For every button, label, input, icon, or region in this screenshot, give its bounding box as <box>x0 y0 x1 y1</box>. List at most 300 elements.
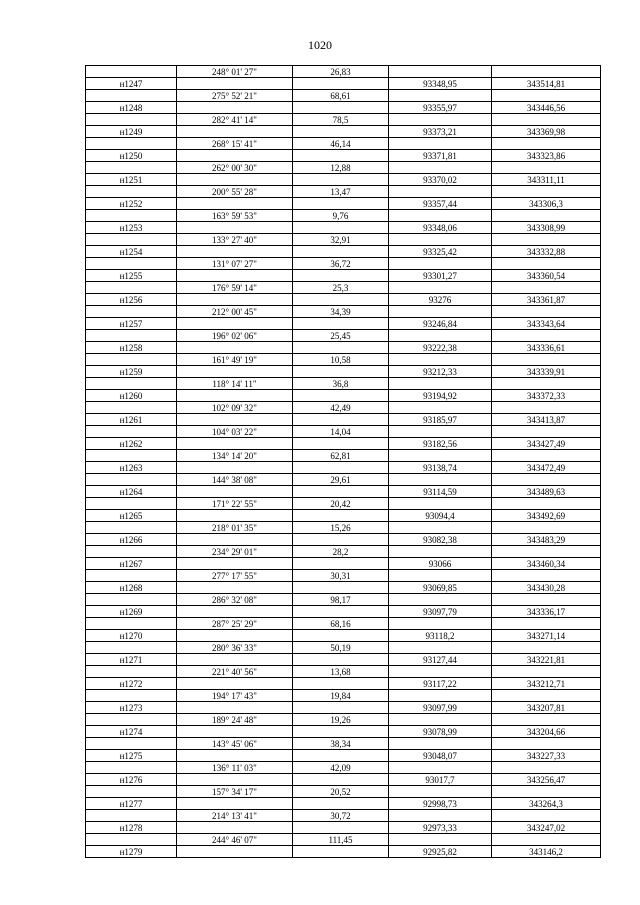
y-coordinate-cell: 343336,17 <box>492 606 601 618</box>
bearing-cell <box>177 702 293 714</box>
table-row <box>86 138 601 150</box>
y-coordinate-cell <box>492 618 601 630</box>
table-row <box>86 90 601 102</box>
x-coordinate-cell: 92998,73 <box>389 798 492 810</box>
y-coordinate-cell: 343446,56 <box>492 102 601 114</box>
x-coordinate-cell <box>389 546 492 558</box>
distance-cell <box>293 726 389 738</box>
distance-cell: 28,2 <box>293 546 389 558</box>
bearing-cell: 134° 14' 20" <box>177 450 293 462</box>
x-coordinate-cell <box>389 594 492 606</box>
table-row <box>86 690 601 702</box>
table-row <box>86 222 601 234</box>
point-name-cell: н1268 <box>86 582 177 594</box>
bearing-cell <box>177 318 293 330</box>
x-coordinate-cell <box>389 90 492 102</box>
distance-cell: 42,09 <box>293 762 389 774</box>
distance-cell <box>293 846 389 858</box>
distance-cell: 42,49 <box>293 402 389 414</box>
point-name-cell: н1277 <box>86 798 177 810</box>
table-row <box>86 198 601 210</box>
x-coordinate-cell <box>389 810 492 822</box>
x-coordinate-cell <box>389 138 492 150</box>
point-name-cell <box>86 90 177 102</box>
distance-cell: 62,81 <box>293 450 389 462</box>
bearing-cell: 136° 11' 03" <box>177 762 293 774</box>
distance-cell <box>293 174 389 186</box>
x-coordinate-cell <box>389 426 492 438</box>
table-row <box>86 510 601 522</box>
bearing-cell: 189° 24' 48" <box>177 714 293 726</box>
point-name-cell <box>86 402 177 414</box>
x-coordinate-cell: 93348,95 <box>389 78 492 90</box>
y-coordinate-cell <box>492 234 601 246</box>
point-name-cell: н1252 <box>86 198 177 210</box>
bearing-cell <box>177 582 293 594</box>
point-name-cell: н1251 <box>86 174 177 186</box>
distance-cell <box>293 102 389 114</box>
point-name-cell: н1267 <box>86 558 177 570</box>
x-coordinate-cell: 93301,27 <box>389 270 492 282</box>
distance-cell <box>293 342 389 354</box>
table-row <box>86 102 601 114</box>
point-name-cell <box>86 714 177 726</box>
point-name-cell <box>86 114 177 126</box>
bearing-cell <box>177 846 293 858</box>
point-name-cell <box>86 258 177 270</box>
point-name-cell: н1262 <box>86 438 177 450</box>
distance-cell <box>293 414 389 426</box>
bearing-cell: 133° 27' 40" <box>177 234 293 246</box>
x-coordinate-cell: 93117,22 <box>389 678 492 690</box>
y-coordinate-cell: 343323,86 <box>492 150 601 162</box>
distance-cell <box>293 198 389 210</box>
x-coordinate-cell: 93348,06 <box>389 222 492 234</box>
bearing-cell: 282° 41' 14" <box>177 114 293 126</box>
x-coordinate-cell: 93082,38 <box>389 534 492 546</box>
y-coordinate-cell: 343207,81 <box>492 702 601 714</box>
table-row <box>86 114 601 126</box>
y-coordinate-cell: 343311,11 <box>492 174 601 186</box>
point-name-cell <box>86 570 177 582</box>
y-coordinate-cell: 343413,87 <box>492 414 601 426</box>
point-name-cell: н1276 <box>86 774 177 786</box>
table-row <box>86 342 601 354</box>
y-coordinate-cell <box>492 522 601 534</box>
table-row <box>86 666 601 678</box>
distance-cell: 20,52 <box>293 786 389 798</box>
table-row <box>86 714 601 726</box>
point-name-cell: н1260 <box>86 390 177 402</box>
point-name-cell <box>86 618 177 630</box>
table-row <box>86 414 601 426</box>
table-row <box>86 354 601 366</box>
y-coordinate-cell <box>492 474 601 486</box>
table-row <box>86 162 601 174</box>
bearing-cell <box>177 150 293 162</box>
point-name-cell: н1257 <box>86 318 177 330</box>
bearing-cell: 196° 02' 06" <box>177 330 293 342</box>
distance-cell: 29,61 <box>293 474 389 486</box>
x-coordinate-cell: 92925,82 <box>389 846 492 858</box>
point-name-cell: н1265 <box>86 510 177 522</box>
bearing-cell <box>177 510 293 522</box>
distance-cell <box>293 150 389 162</box>
x-coordinate-cell <box>389 690 492 702</box>
x-coordinate-cell <box>389 834 492 846</box>
table-row <box>86 738 601 750</box>
bearing-cell <box>177 294 293 306</box>
distance-cell <box>293 462 389 474</box>
table-row <box>86 846 601 858</box>
point-name-cell: н1271 <box>86 654 177 666</box>
table-row <box>86 390 601 402</box>
bearing-cell <box>177 198 293 210</box>
table-row <box>86 810 601 822</box>
y-coordinate-cell: 343430,28 <box>492 582 601 594</box>
bearing-cell <box>177 366 293 378</box>
bearing-cell: 194° 17' 43" <box>177 690 293 702</box>
x-coordinate-cell: 93094,4 <box>389 510 492 522</box>
distance-cell <box>293 702 389 714</box>
table-row <box>86 210 601 222</box>
y-coordinate-cell <box>492 450 601 462</box>
bearing-cell <box>177 798 293 810</box>
y-coordinate-cell: 343514,81 <box>492 78 601 90</box>
x-coordinate-cell <box>389 498 492 510</box>
y-coordinate-cell <box>492 330 601 342</box>
table-row <box>86 786 601 798</box>
y-coordinate-cell: 343336,61 <box>492 342 601 354</box>
y-coordinate-cell <box>492 66 601 78</box>
table-row <box>86 822 601 834</box>
bearing-cell: 118° 14' 11" <box>177 378 293 390</box>
y-coordinate-cell: 343339,91 <box>492 366 601 378</box>
x-coordinate-cell <box>389 330 492 342</box>
y-coordinate-cell: 343221,81 <box>492 654 601 666</box>
point-name-cell: н1253 <box>86 222 177 234</box>
table-row <box>86 486 601 498</box>
y-coordinate-cell: 343472,49 <box>492 462 601 474</box>
bearing-cell <box>177 246 293 258</box>
point-name-cell <box>86 786 177 798</box>
table-row <box>86 498 601 510</box>
bearing-cell <box>177 390 293 402</box>
x-coordinate-cell: 93373,21 <box>389 126 492 138</box>
table-row <box>86 654 601 666</box>
distance-cell: 32,91 <box>293 234 389 246</box>
y-coordinate-cell <box>492 282 601 294</box>
distance-cell: 13,47 <box>293 186 389 198</box>
y-coordinate-cell <box>492 762 601 774</box>
table-row <box>86 570 601 582</box>
bearing-cell <box>177 558 293 570</box>
bearing-cell: 212° 00' 45" <box>177 306 293 318</box>
x-coordinate-cell <box>389 282 492 294</box>
point-name-cell <box>86 378 177 390</box>
y-coordinate-cell: 343271,14 <box>492 630 601 642</box>
distance-cell: 98,17 <box>293 594 389 606</box>
point-name-cell <box>86 594 177 606</box>
bearing-cell: 218° 01' 35" <box>177 522 293 534</box>
x-coordinate-cell: 93118,2 <box>389 630 492 642</box>
distance-cell: 19,26 <box>293 714 389 726</box>
table-row <box>86 378 601 390</box>
x-coordinate-cell: 93325,42 <box>389 246 492 258</box>
x-coordinate-cell: 93066 <box>389 558 492 570</box>
x-coordinate-cell: 93048,07 <box>389 750 492 762</box>
distance-cell <box>293 822 389 834</box>
bearing-cell: 248° 01' 27" <box>177 66 293 78</box>
table-row <box>86 582 601 594</box>
x-coordinate-cell <box>389 618 492 630</box>
distance-cell: 20,42 <box>293 498 389 510</box>
x-coordinate-cell <box>389 66 492 78</box>
point-name-cell: н1266 <box>86 534 177 546</box>
bearing-cell: 244° 46' 07" <box>177 834 293 846</box>
point-name-cell <box>86 690 177 702</box>
bearing-cell: 287° 25' 29" <box>177 618 293 630</box>
distance-cell: 30,31 <box>293 570 389 582</box>
bearing-cell <box>177 630 293 642</box>
x-coordinate-cell <box>389 738 492 750</box>
page-number: 1020 <box>308 38 332 52</box>
point-name-cell: н1256 <box>86 294 177 306</box>
table-row <box>86 246 601 258</box>
point-name-cell: н1258 <box>86 342 177 354</box>
table-row <box>86 594 601 606</box>
distance-cell <box>293 390 389 402</box>
distance-cell <box>293 534 389 546</box>
bearing-cell <box>177 606 293 618</box>
y-coordinate-cell: 343247,02 <box>492 822 601 834</box>
x-coordinate-cell <box>389 378 492 390</box>
point-name-cell <box>86 498 177 510</box>
table-row <box>86 426 601 438</box>
y-coordinate-cell: 343369,98 <box>492 126 601 138</box>
x-coordinate-cell <box>389 786 492 798</box>
bearing-cell: 157° 34' 17" <box>177 786 293 798</box>
bearing-cell: 262° 00' 30" <box>177 162 293 174</box>
y-coordinate-cell: 343212,71 <box>492 678 601 690</box>
table-row <box>86 174 601 186</box>
point-name-cell: н1278 <box>86 822 177 834</box>
x-coordinate-cell: 93097,79 <box>389 606 492 618</box>
point-name-cell <box>86 522 177 534</box>
y-coordinate-cell: 343204,66 <box>492 726 601 738</box>
y-coordinate-cell <box>492 786 601 798</box>
point-name-cell <box>86 354 177 366</box>
point-name-cell: н1255 <box>86 270 177 282</box>
x-coordinate-cell: 93222,38 <box>389 342 492 354</box>
bearing-cell <box>177 78 293 90</box>
y-coordinate-cell <box>492 714 601 726</box>
y-coordinate-cell <box>492 594 601 606</box>
bearing-cell: 144° 38' 08" <box>177 474 293 486</box>
y-coordinate-cell: 343489,63 <box>492 486 601 498</box>
x-coordinate-cell <box>389 162 492 174</box>
point-name-cell: н1274 <box>86 726 177 738</box>
bearing-cell <box>177 822 293 834</box>
x-coordinate-cell <box>389 642 492 654</box>
point-name-cell: н1247 <box>86 78 177 90</box>
point-name-cell <box>86 330 177 342</box>
distance-cell <box>293 222 389 234</box>
distance-cell: 12,88 <box>293 162 389 174</box>
y-coordinate-cell <box>492 810 601 822</box>
bearing-cell: 102° 09' 32" <box>177 402 293 414</box>
distance-cell: 10,58 <box>293 354 389 366</box>
y-coordinate-cell <box>492 426 601 438</box>
distance-cell: 50,19 <box>293 642 389 654</box>
y-coordinate-cell: 343308,99 <box>492 222 601 234</box>
table-row <box>86 330 601 342</box>
x-coordinate-cell: 93182,56 <box>389 438 492 450</box>
bearing-cell <box>177 102 293 114</box>
x-coordinate-cell: 93246,84 <box>389 318 492 330</box>
x-coordinate-cell: 93276 <box>389 294 492 306</box>
distance-cell: 25,45 <box>293 330 389 342</box>
x-coordinate-cell <box>389 186 492 198</box>
x-coordinate-cell: 93078,99 <box>389 726 492 738</box>
x-coordinate-cell <box>389 714 492 726</box>
y-coordinate-cell <box>492 162 601 174</box>
bearing-cell: 286° 32' 08" <box>177 594 293 606</box>
distance-cell: 13,68 <box>293 666 389 678</box>
table-row <box>86 78 601 90</box>
y-coordinate-cell <box>492 402 601 414</box>
y-coordinate-cell <box>492 642 601 654</box>
y-coordinate-cell: 343372,33 <box>492 390 601 402</box>
y-coordinate-cell <box>492 570 601 582</box>
point-name-cell: н1250 <box>86 150 177 162</box>
point-name-cell <box>86 738 177 750</box>
y-coordinate-cell: 343332,88 <box>492 246 601 258</box>
distance-cell: 9,76 <box>293 210 389 222</box>
table-row <box>86 834 601 846</box>
distance-cell <box>293 798 389 810</box>
distance-cell: 78,5 <box>293 114 389 126</box>
point-name-cell <box>86 834 177 846</box>
distance-cell: 26,83 <box>293 66 389 78</box>
x-coordinate-cell: 93127,44 <box>389 654 492 666</box>
bearing-cell: 143° 45' 06" <box>177 738 293 750</box>
table-row <box>86 474 601 486</box>
bearing-cell <box>177 534 293 546</box>
x-coordinate-cell: 93370,02 <box>389 174 492 186</box>
point-name-cell <box>86 642 177 654</box>
distance-cell <box>293 270 389 282</box>
bearing-cell <box>177 774 293 786</box>
x-coordinate-cell: 93017,7 <box>389 774 492 786</box>
point-name-cell <box>86 762 177 774</box>
bearing-cell <box>177 174 293 186</box>
x-coordinate-cell <box>389 522 492 534</box>
y-coordinate-cell: 343483,29 <box>492 534 601 546</box>
distance-cell <box>293 606 389 618</box>
x-coordinate-cell <box>389 306 492 318</box>
table-row <box>86 306 601 318</box>
y-coordinate-cell <box>492 90 601 102</box>
table-row <box>86 618 601 630</box>
point-name-cell <box>86 282 177 294</box>
x-coordinate-cell: 93114,59 <box>389 486 492 498</box>
bearing-cell <box>177 726 293 738</box>
bearing-cell <box>177 654 293 666</box>
y-coordinate-cell <box>492 378 601 390</box>
y-coordinate-cell: 343256,47 <box>492 774 601 786</box>
distance-cell <box>293 510 389 522</box>
table-row <box>86 462 601 474</box>
point-name-cell <box>86 474 177 486</box>
y-coordinate-cell: 343306,3 <box>492 198 601 210</box>
bearing-cell <box>177 126 293 138</box>
distance-cell <box>293 750 389 762</box>
x-coordinate-cell: 92973,33 <box>389 822 492 834</box>
table-row <box>86 642 601 654</box>
x-coordinate-cell <box>389 114 492 126</box>
table-row <box>86 546 601 558</box>
distance-cell: 36,72 <box>293 258 389 270</box>
point-name-cell: н1248 <box>86 102 177 114</box>
table-row <box>86 450 601 462</box>
bearing-cell: 234° 29' 01" <box>177 546 293 558</box>
bearing-cell: 171° 22' 55" <box>177 498 293 510</box>
bearing-cell: 176° 59' 14" <box>177 282 293 294</box>
point-name-cell <box>86 66 177 78</box>
y-coordinate-cell <box>492 546 601 558</box>
table-row <box>86 270 601 282</box>
bearing-cell <box>177 438 293 450</box>
table-row <box>86 126 601 138</box>
point-name-cell: н1275 <box>86 750 177 762</box>
bearing-cell <box>177 342 293 354</box>
point-name-cell: н1254 <box>86 246 177 258</box>
y-coordinate-cell <box>492 186 601 198</box>
distance-cell <box>293 486 389 498</box>
table-row <box>86 438 601 450</box>
table-row <box>86 726 601 738</box>
distance-cell <box>293 630 389 642</box>
point-name-cell: н1259 <box>86 366 177 378</box>
bearing-cell: 280° 36' 33" <box>177 642 293 654</box>
y-coordinate-cell: 343360,54 <box>492 270 601 282</box>
table-row <box>86 534 601 546</box>
y-coordinate-cell: 343264,3 <box>492 798 601 810</box>
bearing-cell: 214° 13' 41" <box>177 810 293 822</box>
distance-cell: 111,45 <box>293 834 389 846</box>
bearing-cell: 104° 03' 22" <box>177 426 293 438</box>
distance-cell <box>293 774 389 786</box>
x-coordinate-cell <box>389 402 492 414</box>
y-coordinate-cell: 343343,64 <box>492 318 601 330</box>
y-coordinate-cell <box>492 138 601 150</box>
y-coordinate-cell <box>492 354 601 366</box>
bearing-cell <box>177 270 293 282</box>
bearing-cell: 277° 17' 55" <box>177 570 293 582</box>
distance-cell: 34,39 <box>293 306 389 318</box>
table-row <box>86 798 601 810</box>
distance-cell: 14,04 <box>293 426 389 438</box>
distance-cell <box>293 294 389 306</box>
bearing-cell <box>177 486 293 498</box>
point-name-cell <box>86 306 177 318</box>
x-coordinate-cell: 93194,92 <box>389 390 492 402</box>
point-name-cell: н1261 <box>86 414 177 426</box>
x-coordinate-cell: 93069,85 <box>389 582 492 594</box>
x-coordinate-cell <box>389 450 492 462</box>
distance-cell <box>293 366 389 378</box>
